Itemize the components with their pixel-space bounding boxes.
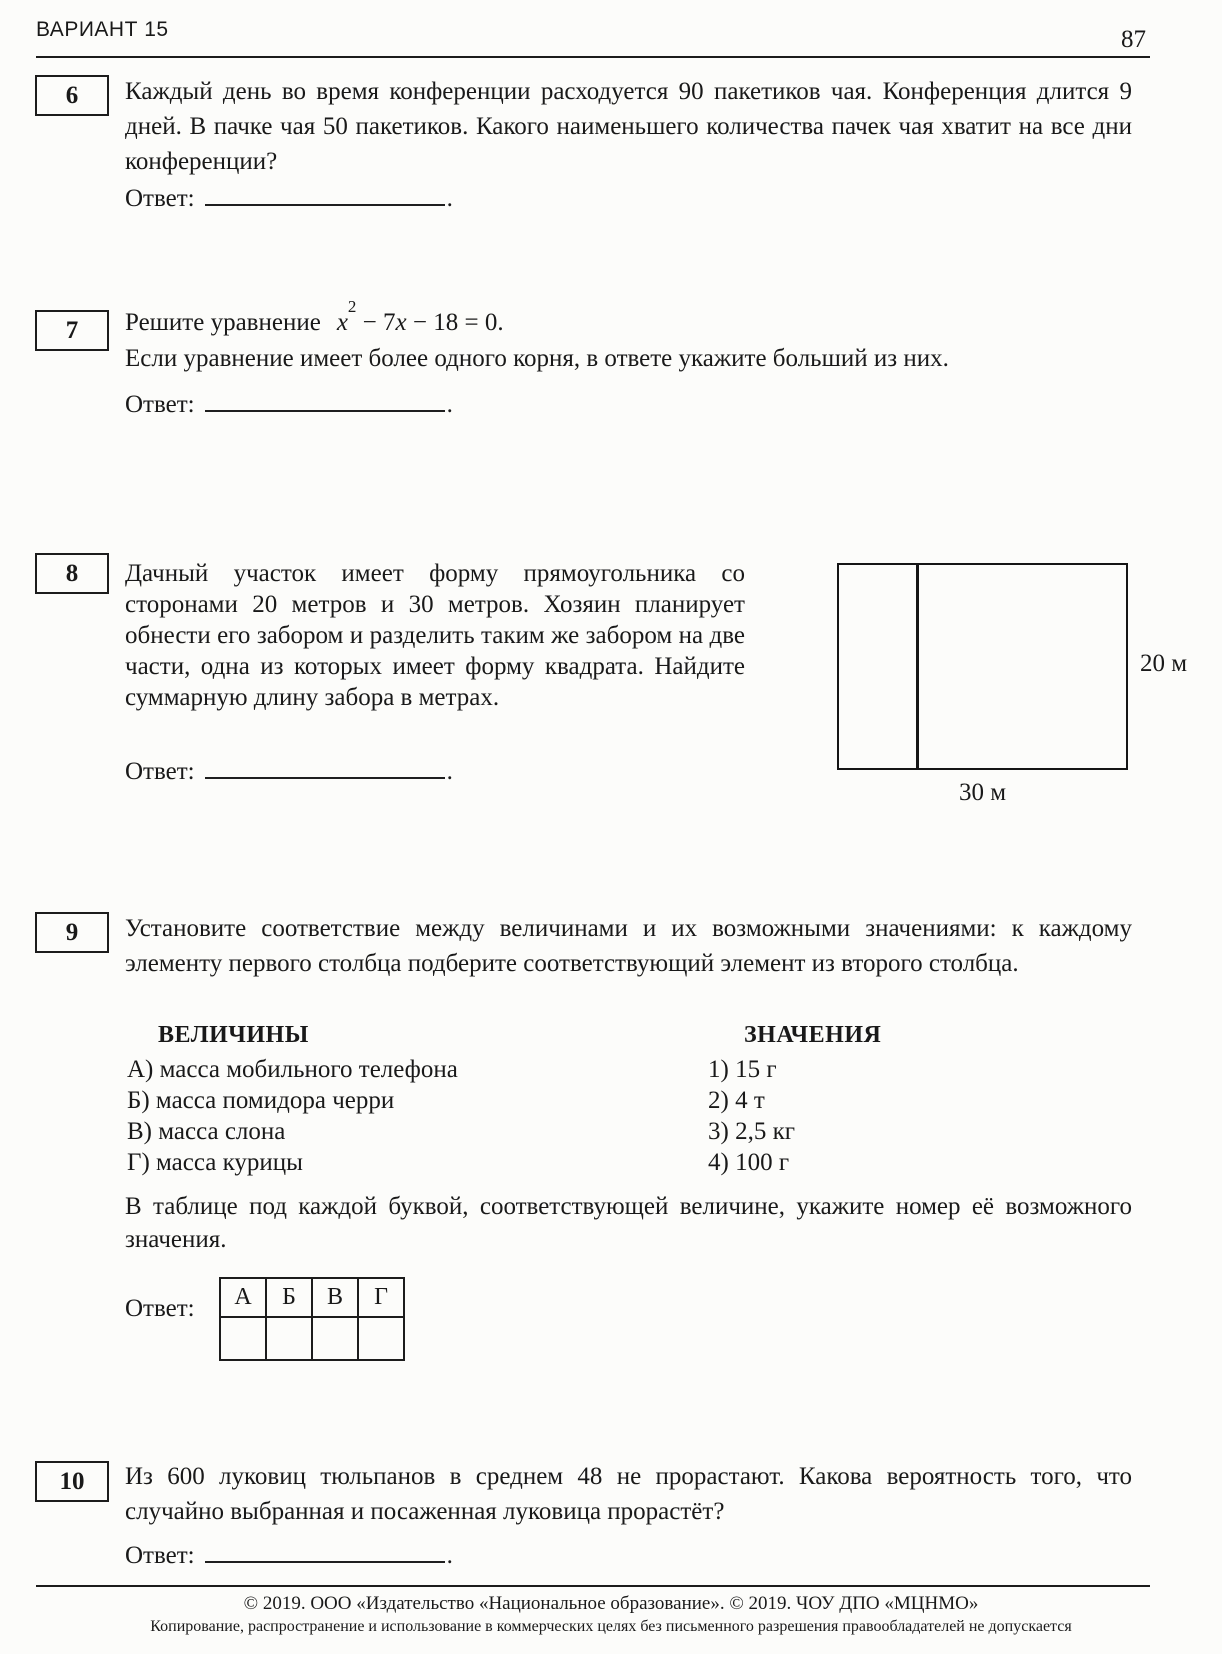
problem-8-number: 8 bbox=[65, 559, 79, 587]
answer-label: Ответ: bbox=[125, 1295, 195, 1322]
plot-width-label: 30 м bbox=[958, 779, 1007, 806]
problem-7-equation-line bbox=[125, 296, 504, 337]
problem-7-answer-row bbox=[125, 390, 453, 419]
problem-6-answer-row bbox=[125, 184, 453, 213]
answer-table-header-b: Б bbox=[266, 1278, 312, 1317]
match-item-a: А) масса мобильного телефона bbox=[127, 1056, 458, 1083]
problem-6-number-box bbox=[35, 75, 109, 116]
footer-divider bbox=[36, 1585, 1150, 1587]
match-right-header: ЗНАЧЕНИЯ bbox=[744, 1022, 882, 1048]
problem-7-number: 7 bbox=[65, 316, 79, 344]
problem-7-condition: Если уравнение имеет более одного корня, в ответе укажите больший из них. bbox=[125, 345, 949, 372]
problem-8-answer-blank[interactable] bbox=[205, 757, 445, 779]
variant-label: ВАРИАНТ 15 bbox=[36, 18, 169, 41]
problem-7-prompt: Решите уравнение bbox=[125, 309, 321, 336]
eq-var-x2: x bbox=[395, 309, 407, 336]
problem-9-number-box bbox=[35, 912, 109, 953]
problem-10-answer-blank[interactable] bbox=[205, 1541, 445, 1563]
problem-7-answer-blank[interactable] bbox=[205, 390, 445, 412]
answer-period: . bbox=[446, 1542, 453, 1569]
problem-10-number-box bbox=[35, 1461, 109, 1502]
problem-9-number: 9 bbox=[65, 918, 79, 946]
problem-6-number: 6 bbox=[65, 81, 79, 109]
answer-table-header-v: В bbox=[312, 1278, 358, 1317]
answer-label: Ответ: bbox=[125, 185, 195, 212]
answer-table-input-row bbox=[220, 1317, 404, 1360]
match-right-column bbox=[708, 1054, 795, 1178]
problem-10-answer-row bbox=[125, 1541, 453, 1570]
plot-diagram bbox=[837, 563, 1128, 770]
eq-middle: − 7 bbox=[356, 309, 396, 336]
problem-8-text: Дачный участок имеет форму прямоугольника со сторонами 20 метров и 30 метров. Хозяин планирует обнести его забором и разделить таким же забором на две части, одна из которых имеет форму квадрата. Найдите суммарную длину забора в метрах. bbox=[125, 560, 745, 711]
match-left-column bbox=[127, 1054, 458, 1178]
eq-tail: − 18 = 0. bbox=[406, 309, 504, 336]
header-divider bbox=[36, 56, 1150, 58]
answer-label: Ответ: bbox=[125, 1542, 195, 1569]
answer-table bbox=[219, 1277, 405, 1361]
problem-9-answer-label-row bbox=[125, 1295, 195, 1323]
problem-8-answer-row bbox=[125, 757, 453, 786]
answer-cell-g[interactable] bbox=[358, 1317, 404, 1360]
eq-var-x: x bbox=[336, 309, 348, 336]
problem-10-number: 10 bbox=[59, 1467, 85, 1495]
problem-6-text: Каждый день во время конференции расходуется 90 пакетиков чая. Конференция длится 9 дней. В пачке чая 50 пакетиков. Какого наименьшего количества пачек чая хватит на все дни конференции? bbox=[125, 78, 1132, 175]
answer-label: Ответ: bbox=[125, 391, 195, 418]
answer-period: . bbox=[446, 185, 453, 212]
problem-9-intro: Установите соответствие между величинами и их возможными значениями: к каждому элементу первого столбца подберите соответствующий элемент из второго столбца. bbox=[125, 915, 1132, 977]
plot-height-label: 20 м bbox=[1140, 650, 1188, 677]
match-value-3: 3) 2,5 кг bbox=[708, 1118, 795, 1145]
answer-cell-b[interactable] bbox=[266, 1317, 312, 1360]
plot-divider-line bbox=[916, 565, 919, 768]
answer-cell-a[interactable] bbox=[220, 1317, 266, 1360]
page-number: 87 bbox=[1121, 26, 1146, 53]
quadratic-equation bbox=[336, 296, 504, 336]
answer-period: . bbox=[446, 758, 453, 785]
match-left-header: ВЕЛИЧИНЫ bbox=[158, 1022, 309, 1048]
footer-notice: Копирование, распространение и использование в коммерческих целях без письменного разрешения правообладателей не допускается bbox=[150, 1618, 1072, 1635]
answer-table-header-g: Г bbox=[358, 1278, 404, 1317]
problem-6-answer-blank[interactable] bbox=[205, 184, 445, 206]
answer-label: Ответ: bbox=[125, 758, 195, 785]
match-item-v: В) масса слона bbox=[127, 1118, 286, 1145]
problem-8-number-box bbox=[35, 553, 109, 594]
match-item-b: Б) масса помидора черри bbox=[127, 1087, 395, 1114]
match-value-1: 1) 15 г bbox=[708, 1056, 777, 1083]
answer-table-header-a: А bbox=[220, 1278, 266, 1317]
problem-9-outro: В таблице под каждой буквой, соответствующей величине, укажите номер её возможного значения. bbox=[125, 1193, 1132, 1253]
answer-cell-v[interactable] bbox=[312, 1317, 358, 1360]
match-item-g: Г) масса курицы bbox=[127, 1149, 303, 1176]
answer-table-header-row bbox=[220, 1278, 404, 1317]
problem-7-number-box bbox=[35, 310, 109, 351]
answer-period: . bbox=[446, 391, 453, 418]
footer-copyright: © 2019. ООО «Издательство «Национальное образование». © 2019. ЧОУ ДПО «МЦНМО» bbox=[243, 1593, 979, 1614]
match-value-4: 4) 100 г bbox=[708, 1149, 790, 1176]
eq-exponent: 2 bbox=[347, 296, 357, 316]
match-value-2: 2) 4 т bbox=[708, 1087, 765, 1114]
problem-10-text: Из 600 луковиц тюльпанов в среднем 48 не прорастают. Какова вероятность того, что случайно выбранная и посаженная луковица прорастёт? bbox=[125, 1463, 1132, 1525]
